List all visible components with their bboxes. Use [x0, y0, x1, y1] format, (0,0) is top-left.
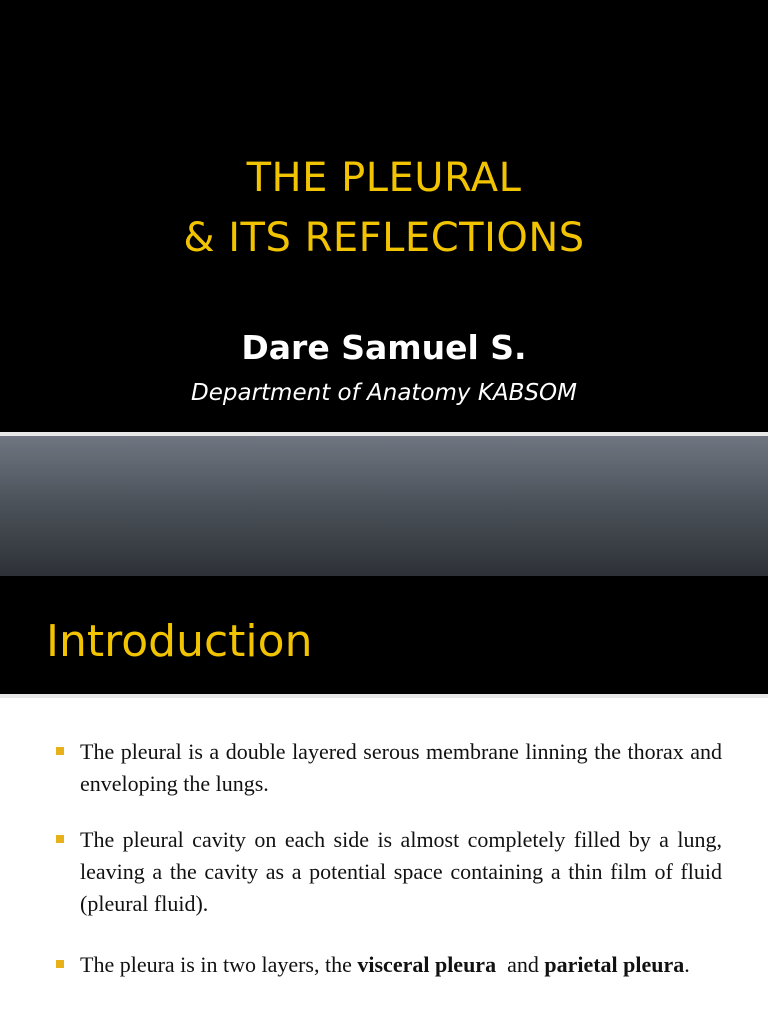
title-slide: [0, 0, 768, 432]
title-line-1: THE PLEURAL: [246, 155, 522, 201]
title-line-2: & ITS REFLECTIONS: [183, 215, 585, 261]
bullet-square-icon: [56, 960, 64, 968]
bullet-text-after: .: [684, 952, 690, 977]
bullet-item-2: [56, 824, 722, 920]
bullet-text: [80, 949, 722, 981]
bullet-text: The pleural is a double layered serous membrane linning the thorax and enveloping the lungs.: [80, 739, 722, 796]
bullet-square-icon: [56, 747, 64, 755]
author-name: Dare Samuel S.: [241, 328, 527, 367]
decorative-gradient-band: [0, 436, 768, 576]
bullet-text: The pleural cavity on each side is almost completely filled by a lung, leaving a the cavity as a potential space containing a thin film of fluid (pleural fluid).: [80, 827, 722, 916]
slide-title: [0, 148, 768, 268]
bullet-item-3: [56, 949, 722, 981]
term-visceral-pleura: visceral pleura: [357, 952, 497, 977]
term-parietal-pleura: parietal pleura: [544, 952, 685, 977]
intro-heading: Introduction: [46, 616, 313, 667]
bullet-item-1: [56, 736, 722, 800]
department-subtitle: Department of Anatomy KABSOM: [191, 380, 577, 406]
bullet-text-before: The pleura is in two layers, the: [80, 952, 358, 977]
bullet-square-icon: [56, 835, 64, 843]
intro-content: [0, 698, 768, 1024]
bullet-text-middle: and: [496, 952, 545, 977]
